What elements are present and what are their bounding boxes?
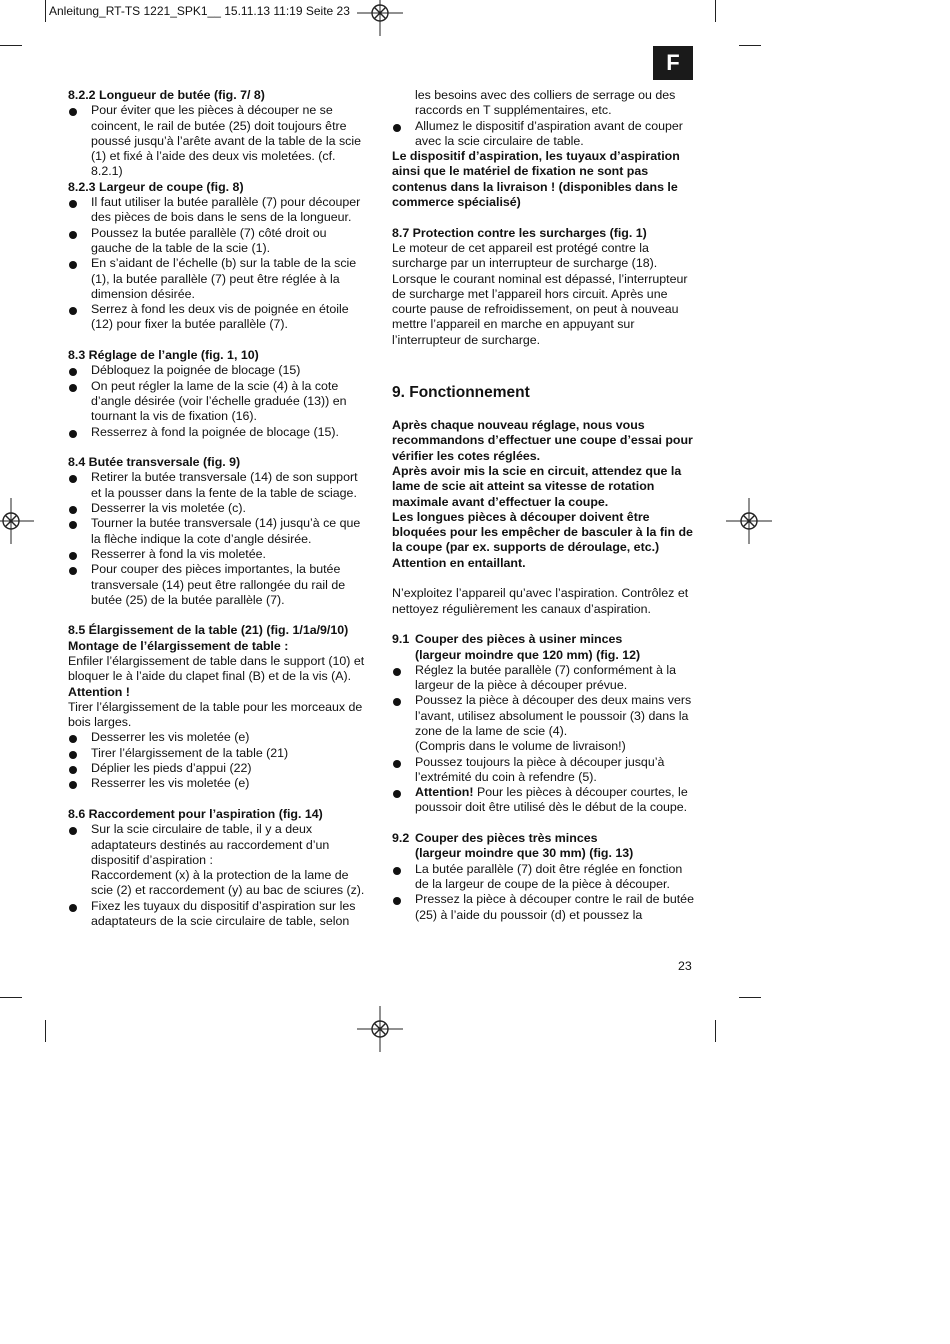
subsection-number: 9.1 [392, 632, 410, 647]
registration-mark-icon [0, 498, 34, 544]
bullet-item: Déplier les pieds d’appui (22) [68, 761, 370, 776]
bullet-item: Resserrer à fond la vis moletée. [68, 547, 370, 562]
section-heading: 8.5 Élargissement de la table (21) (fig. 1/1a/9/10) [68, 623, 349, 638]
crop-mark [715, 1020, 716, 1042]
bullet-item: La butée parallèle (7) doit être réglée en fonction de la largeur de coupe de la pièce à découper. [392, 862, 694, 893]
section-heading: 8.6 Raccordement pour l’aspiration (fig. 14) [68, 806, 323, 821]
section-heading: 8.2.2 Longueur de butée (fig. 7/ 8) [68, 88, 265, 102]
crop-mark [45, 0, 46, 22]
bullet-item: Desserrer la vis moletée (c). [68, 501, 370, 516]
bullet-item: Pressez la pièce à découper contre le rail de butée (25) à l’aide du poussoir (d) et poussez la [392, 892, 694, 923]
bullet-text: Sur la scie circulaire de table, il y a deux adaptateurs destinés au raccordement d’un dispositif d’aspiration : [91, 822, 330, 867]
crop-mark [0, 997, 22, 998]
bullet-item: Resserrer les vis moletée (e) [68, 776, 370, 791]
body-text: Enfiler l’élargissement de table dans le support (10) et bloquer le à l’aide du clapet final (B) et de la vis (A). [68, 653, 365, 684]
subsection-title: (largeur moindre que 120 mm) (fig. 12) [415, 647, 641, 662]
bullet-item [392, 693, 694, 754]
attention-label: Attention! [415, 785, 474, 800]
subsection-heading [392, 632, 694, 663]
bullet-item: Tirer l’élargissement de la table (21) [68, 746, 370, 761]
language-tab: F [653, 46, 693, 80]
crop-mark [715, 0, 716, 22]
bullet-item: Desserrer les vis moletée (e) [68, 730, 370, 745]
bullet-item [392, 785, 694, 816]
bold-notice: Le dispositif d’aspiration, les tuyaux d’aspiration ainsi que le matériel de fixation ne sont pas contenus dans la livraison ! (disponibles dans le commerce spécialisé) [392, 149, 680, 210]
bullet-item: Il faut utiliser la butée parallèle (7) pour découper des pièces de bois dans le sens de la longueur. [68, 195, 370, 226]
bullet-text: Raccordement (x) à la protection de la lame de scie (2) et raccordement (y) au bac de sciures (z). [91, 868, 365, 898]
bullet-item: Serrez à fond les deux vis de poignée en étoile (12) pour fixer la butée parallèle (7). [68, 302, 370, 333]
bullet-text: (Compris dans le volume de livraison!) [415, 739, 626, 754]
bullet-item: Resserrez à fond la poignée de blocage (15). [68, 425, 370, 440]
crop-mark [45, 1020, 46, 1042]
crop-mark [739, 997, 761, 998]
bullet-item: On peut régler la lame de la scie (4) à la cote d’angle désirée (voir l’échelle graduée (13)) en tournant la vis de fixation (16). [68, 379, 370, 425]
bullet-item: Pour couper des pièces importantes, la butée transversale (14) peut être rallongée du rail de butée (25) de la butée parallèle (7). [68, 562, 370, 608]
bullet-text: Poussez la pièce à découper des deux mains vers l’avant, utilisez absolument le poussoir (3) dans la zone de la lame de scie (4). [415, 693, 692, 738]
body-text: les besoins avec des colliers de serrage ou des raccords en T supplémentaires, etc. [415, 88, 676, 118]
right-column [392, 88, 694, 923]
bullet-item: Tourner la butée transversale (14) jusqu’à ce que la flèche indique la cote d’angle désirée. [68, 516, 370, 547]
bullet-item: Débloquez la poignée de blocage (15) [68, 363, 370, 378]
bullet-text: Pour les pièces à découper courtes, le poussoir doit être utilisé dès le début de la coupe. [415, 785, 688, 815]
body-text: N’exploitez l’appareil qu’avec l’aspiration. Contrôlez et nettoyez régulièrement les canaux d’aspiration. [392, 586, 689, 616]
bullet-item: Fixez les tuyaux du dispositif d’aspiration sur les adaptateurs de la scie circulaire de table, selon [68, 899, 370, 930]
subsection-title: (largeur moindre que 30 mm) (fig. 13) [415, 846, 634, 861]
page-number: 23 [678, 959, 692, 973]
bullet-item [68, 822, 370, 898]
bullet-item: Allumez le dispositif d’aspiration avant de couper avec la scie circulaire de table. [392, 119, 694, 150]
section-subheading: Montage de l’élargissement de table : [68, 638, 289, 653]
bullet-item: Poussez toujours la pièce à découper jusqu’à l’extrémité du coin à refendre (5). [392, 755, 694, 786]
bullet-item: En s’aidant de l’échelle (b) sur la table de la scie (1), la butée parallèle (7) peut être réglée à la dimension désirée. [68, 256, 370, 302]
registration-mark-icon [726, 498, 772, 544]
bullet-item: Réglez la butée parallèle (7) conformément à la largeur de la pièce à découper prévue. [392, 663, 694, 694]
chapter-heading: 9. Fonctionnement [392, 384, 530, 402]
print-slug: Anleitung_RT-TS 1221_SPK1__ 15.11.13 11:19 Seite 23 [49, 4, 350, 18]
section-heading: 8.7 Protection contre les surcharges (fig. 1) [392, 225, 647, 240]
left-column [68, 88, 370, 929]
registration-mark-icon [357, 0, 403, 36]
subsection-number: 9.2 [392, 831, 410, 846]
subsection-title: Couper des pièces très minces [415, 831, 598, 846]
bullet-item: Retirer la butée transversale (14) de son support et la pousser dans la fente de la table de sciage. [68, 470, 370, 501]
bullet-item: Pour éviter que les pièces à découper ne se coincent, le rail de butée (25) doit toujours être poussé jusqu’à l’arête avant de la table de la scie (1) et fixé à l’aide des deux vis moletées. (cf. 8.2.1) [68, 103, 370, 179]
bold-notice: Les longues pièces à découper doivent être bloquées pour les empêcher de basculer à la fin de la coupe (par ex. supports de déroulage, etc.) Attention en entaillant. [392, 509, 693, 570]
bold-notice: Après chaque nouveau réglage, nous vous recommandons d’effectuer une coupe d’essai pour vérifier les cotes réglées. [392, 418, 693, 463]
registration-mark-icon [357, 1006, 403, 1052]
crop-mark [739, 45, 761, 46]
subsection-heading [392, 831, 694, 862]
body-text: Tirer l’élargissement de la table pour les morceaux de bois larges. [68, 699, 363, 730]
body-text: Le moteur de cet appareil est protégé contre la surcharge par un interrupteur de surcharge (18). Lorsque le courant nominal est dépassé, l’interrupteur de surcharge met l’appareil hors circuit. Après une courte pause de refroidissement, on peut à nouveau mettre l’appareil en marche en appuyant sur l’interrupteur de surcharge. [392, 240, 688, 347]
bold-notice: Après avoir mis la scie en circuit, attendez que la lame de scie ait atteint sa vitesse de rotation maximale avant d’effectuer la coupe. [392, 463, 682, 509]
attention-label: Attention ! [68, 684, 130, 699]
crop-mark [0, 45, 22, 46]
section-heading: 8.4 Butée transversale (fig. 9) [68, 455, 241, 470]
bullet-item: Poussez la butée parallèle (7) côté droit ou gauche de la table de la scie (1). [68, 226, 370, 257]
subsection-title: Couper des pièces à usiner minces [415, 632, 623, 647]
section-heading: 8.2.3 Largeur de coupe (fig. 8) [68, 179, 244, 194]
section-heading: 8.3 Réglage de l’angle (fig. 1, 10) [68, 348, 259, 363]
